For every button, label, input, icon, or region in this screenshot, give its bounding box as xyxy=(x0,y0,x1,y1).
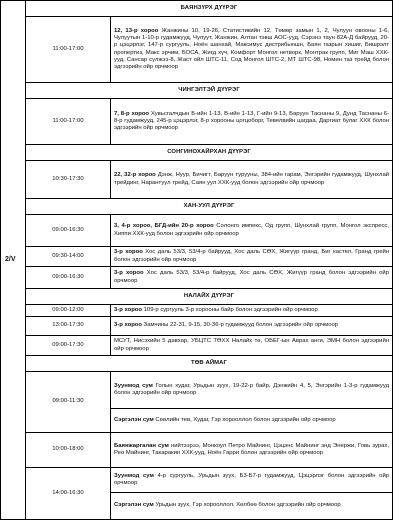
time-cell: 10:30-17:30 xyxy=(26,161,111,199)
location-text: Хувьсгалчдын Б-ийн 1-13, В-ийн 1-13, Г-ийн 9-13, Баруун Таснаны 9, Дунд Таснаны 6-8-р гудамжууд, 245-р цэцэрлэг, 8-р хорооны цогцоборг, Тевелвийн цагдаа, Даргиат булаг ХХК болон эдгээрийн ойр орчмоор xyxy=(114,110,390,132)
location-text: Сөөлийн тев, Худаг, Гэр хорооллол болон эдгээрийн ойр орчмоор xyxy=(155,416,336,423)
location-bold: 3-р хороо xyxy=(114,270,147,277)
district-header: СОНГИНОХАЙРХАН ДҮҮРЭГ xyxy=(26,145,393,161)
location-bold: 3-р хороо xyxy=(114,249,146,256)
district-header-row xyxy=(1,199,393,215)
location-text: Хос даль 53/3, 53/4-р байрууд, Хос даль СӨХ, Жигүүр гранд болон эдгээрийн ойр орчмоор xyxy=(114,270,390,284)
location-bold: 3-р хороо xyxy=(114,322,144,329)
location-bold: 3-р хороо xyxy=(114,306,144,313)
district-header: БАЯНЗҮРХ ДҮҮРЭГ xyxy=(26,1,393,17)
time-cell: 09:00-12:00 xyxy=(26,305,111,317)
schedule-row xyxy=(1,433,393,468)
location-text: Замчины 22-31, 9-15, 30-36-р гудамжууд болон эдгээрийн ойр орчмоор xyxy=(143,322,339,329)
location-cell xyxy=(111,468,393,493)
district-header-row xyxy=(1,83,393,99)
location-bold: 7, 8-р хороо xyxy=(114,110,151,117)
district-header: ХАН-УУЛ ДҮҮРЭГ xyxy=(26,199,393,215)
location-cell xyxy=(111,267,393,289)
location-cell xyxy=(111,99,393,145)
schedule-row xyxy=(1,161,393,199)
location-text: 4-р сургууль, Урьдын зуух, Б3-Б7-р гудамжууд, Цэцэрлэг болон эдгээрийн ойр орчмоор xyxy=(114,472,390,486)
location-bold: 22, 32-р хороо xyxy=(114,172,158,179)
schedule-row xyxy=(1,317,393,336)
schedule-row xyxy=(1,17,393,83)
location-cell xyxy=(111,215,393,247)
time-cell: 09:00-16:30 xyxy=(26,215,111,247)
time-cell: 09:00-17:30 xyxy=(26,336,111,356)
location-cell xyxy=(111,433,393,468)
location-cell xyxy=(111,493,393,520)
location-cell xyxy=(111,372,393,409)
time-cell: 09:30-14:00 xyxy=(26,247,111,267)
location-bold: Зуунмод сум xyxy=(114,382,156,389)
location-text: Урьдын зуух, Гэр хорооллол, Хөлбөө болон эдгээрийн ойр орчмоор xyxy=(155,502,341,509)
schedule-row xyxy=(1,336,393,356)
schedule-row xyxy=(1,468,393,493)
time-cell: 11:00-17:00 xyxy=(26,99,111,145)
location-bold: Сэргэлэн сум xyxy=(114,502,156,509)
time-cell: 11:00-17:00 xyxy=(26,17,111,83)
district-header: ЧИНГЭЛТЭЙ ДҮҮРЭГ xyxy=(26,83,393,99)
location-bold: 3, 4-р хороо, БГД-ийн 20-р хороо xyxy=(114,223,217,230)
district-header: ТӨВ АЙМАГ xyxy=(26,356,393,372)
location-text: МСУТ, Нисэхийн 5 давхар, УБЦТС ТӨХХ Налайх тө, ОБЕГ-ын Аврах анги, ЭМН болон эдгээрийн ойр орчмоор xyxy=(114,338,390,352)
location-text: 109-р сургууль 3-р хорооны байр болон эдгээрийн ойр орчмоор xyxy=(143,306,318,313)
schedule-row xyxy=(1,305,393,317)
location-bold: Сэргэлэн сум xyxy=(114,416,156,423)
district-header-row xyxy=(1,1,393,17)
location-text: Голын худаг, Урьдын зуух, 19-22-р байр, Дэнжийн 4, 5, Энгэрийн 1-3-р гудамжууд болон эдгээрийн ойр орчмоор xyxy=(114,382,390,396)
schedule-row xyxy=(1,267,393,289)
location-cell xyxy=(111,336,393,356)
location-text: Хос даль 53/3, 53/4-р байрууд, Хос даль СӨХ, Жигүүр гранд, Биг кастел, Гранд грейн болон эдгээрийн ойр орчмоор xyxy=(114,249,390,263)
location-cell xyxy=(111,161,393,199)
location-bold: 12, 13-р хороо xyxy=(114,28,162,35)
location-text: Жанжины 10, 19-26, Статистикийн 12, Төмөр замын 1, 2, Чулуун овооны 1-6, Чулуутын 1-10-р гудамжууд, Чулуут, Жанжин, Алтан тэвш АОС-ууд, Сэрэнэ таун 82А-Д байрууд, 20-р цэцэрлэг, 147-р сургууль, Ноён шанхай, Максимус дистрибьюшн, Баян газрын хишиг, Бишрэлт пропертиз, Макс эрчим, БОСА, Жигд хүч, Комфорт Монгол нетворк, Монтрак групп, Миг Маш ХХК-ууд, Сансар сүлжээ-8, Жаст ойл ШТС-11, Сод Монгол ШТС-2, МТ ШТС-98, Номин таз трейд болон эдгээрийн ойр орчмоор xyxy=(114,28,390,70)
location-cell xyxy=(111,317,393,336)
district-header: НАЛАЙХ ДҮҮРЭГ xyxy=(26,289,393,305)
location-cell xyxy=(111,247,393,267)
time-cell: 14:00-16:30 xyxy=(26,468,111,520)
time-cell: 09:00-11:30 xyxy=(26,372,111,433)
date-cell: 2/V xyxy=(1,1,26,520)
district-header-row xyxy=(1,145,393,161)
district-header-row xyxy=(1,289,393,305)
time-cell: 09:00-16:30 xyxy=(26,267,111,289)
location-text: Дэнж, Нуур, Бичигт, Баруун турууны, 384-ийн гарам, Энгэрийн гудамжууд, Шунхлай трейдинг, Нарантуул трейд, Саян уул ХХК-ууд болон эдгээрийн ойр орчмоор xyxy=(114,172,390,186)
schedule-row xyxy=(1,215,393,247)
schedule-row xyxy=(1,247,393,267)
location-cell xyxy=(111,409,393,433)
time-cell: 10:00-18:00 xyxy=(26,433,111,468)
district-header-row xyxy=(1,356,393,372)
schedule-row xyxy=(1,372,393,409)
time-cell: 13:00-17:30 xyxy=(26,317,111,336)
location-cell xyxy=(111,17,393,83)
location-text: нийтээрээ, Монкоул Петро Майнинг, Цэцэнс Майнинг энд Энержи, Говь зурах, Рео Майнинг, Такаракин ХХК-ууд, Ноён Гарри болон эдгээрийн ойр орчмоор xyxy=(114,442,390,456)
location-cell xyxy=(111,305,393,317)
schedule-row xyxy=(1,99,393,145)
location-bold: Баянжаргалан сум xyxy=(114,442,171,449)
location-bold: Зуунмод сум xyxy=(114,472,158,479)
location-text: Солонго импекс, Од групп, Шунхлай групп, Монгол экспресс, Хиппи ХХК-ууд болон эдгээрийн ойр орчмоор xyxy=(114,223,390,237)
